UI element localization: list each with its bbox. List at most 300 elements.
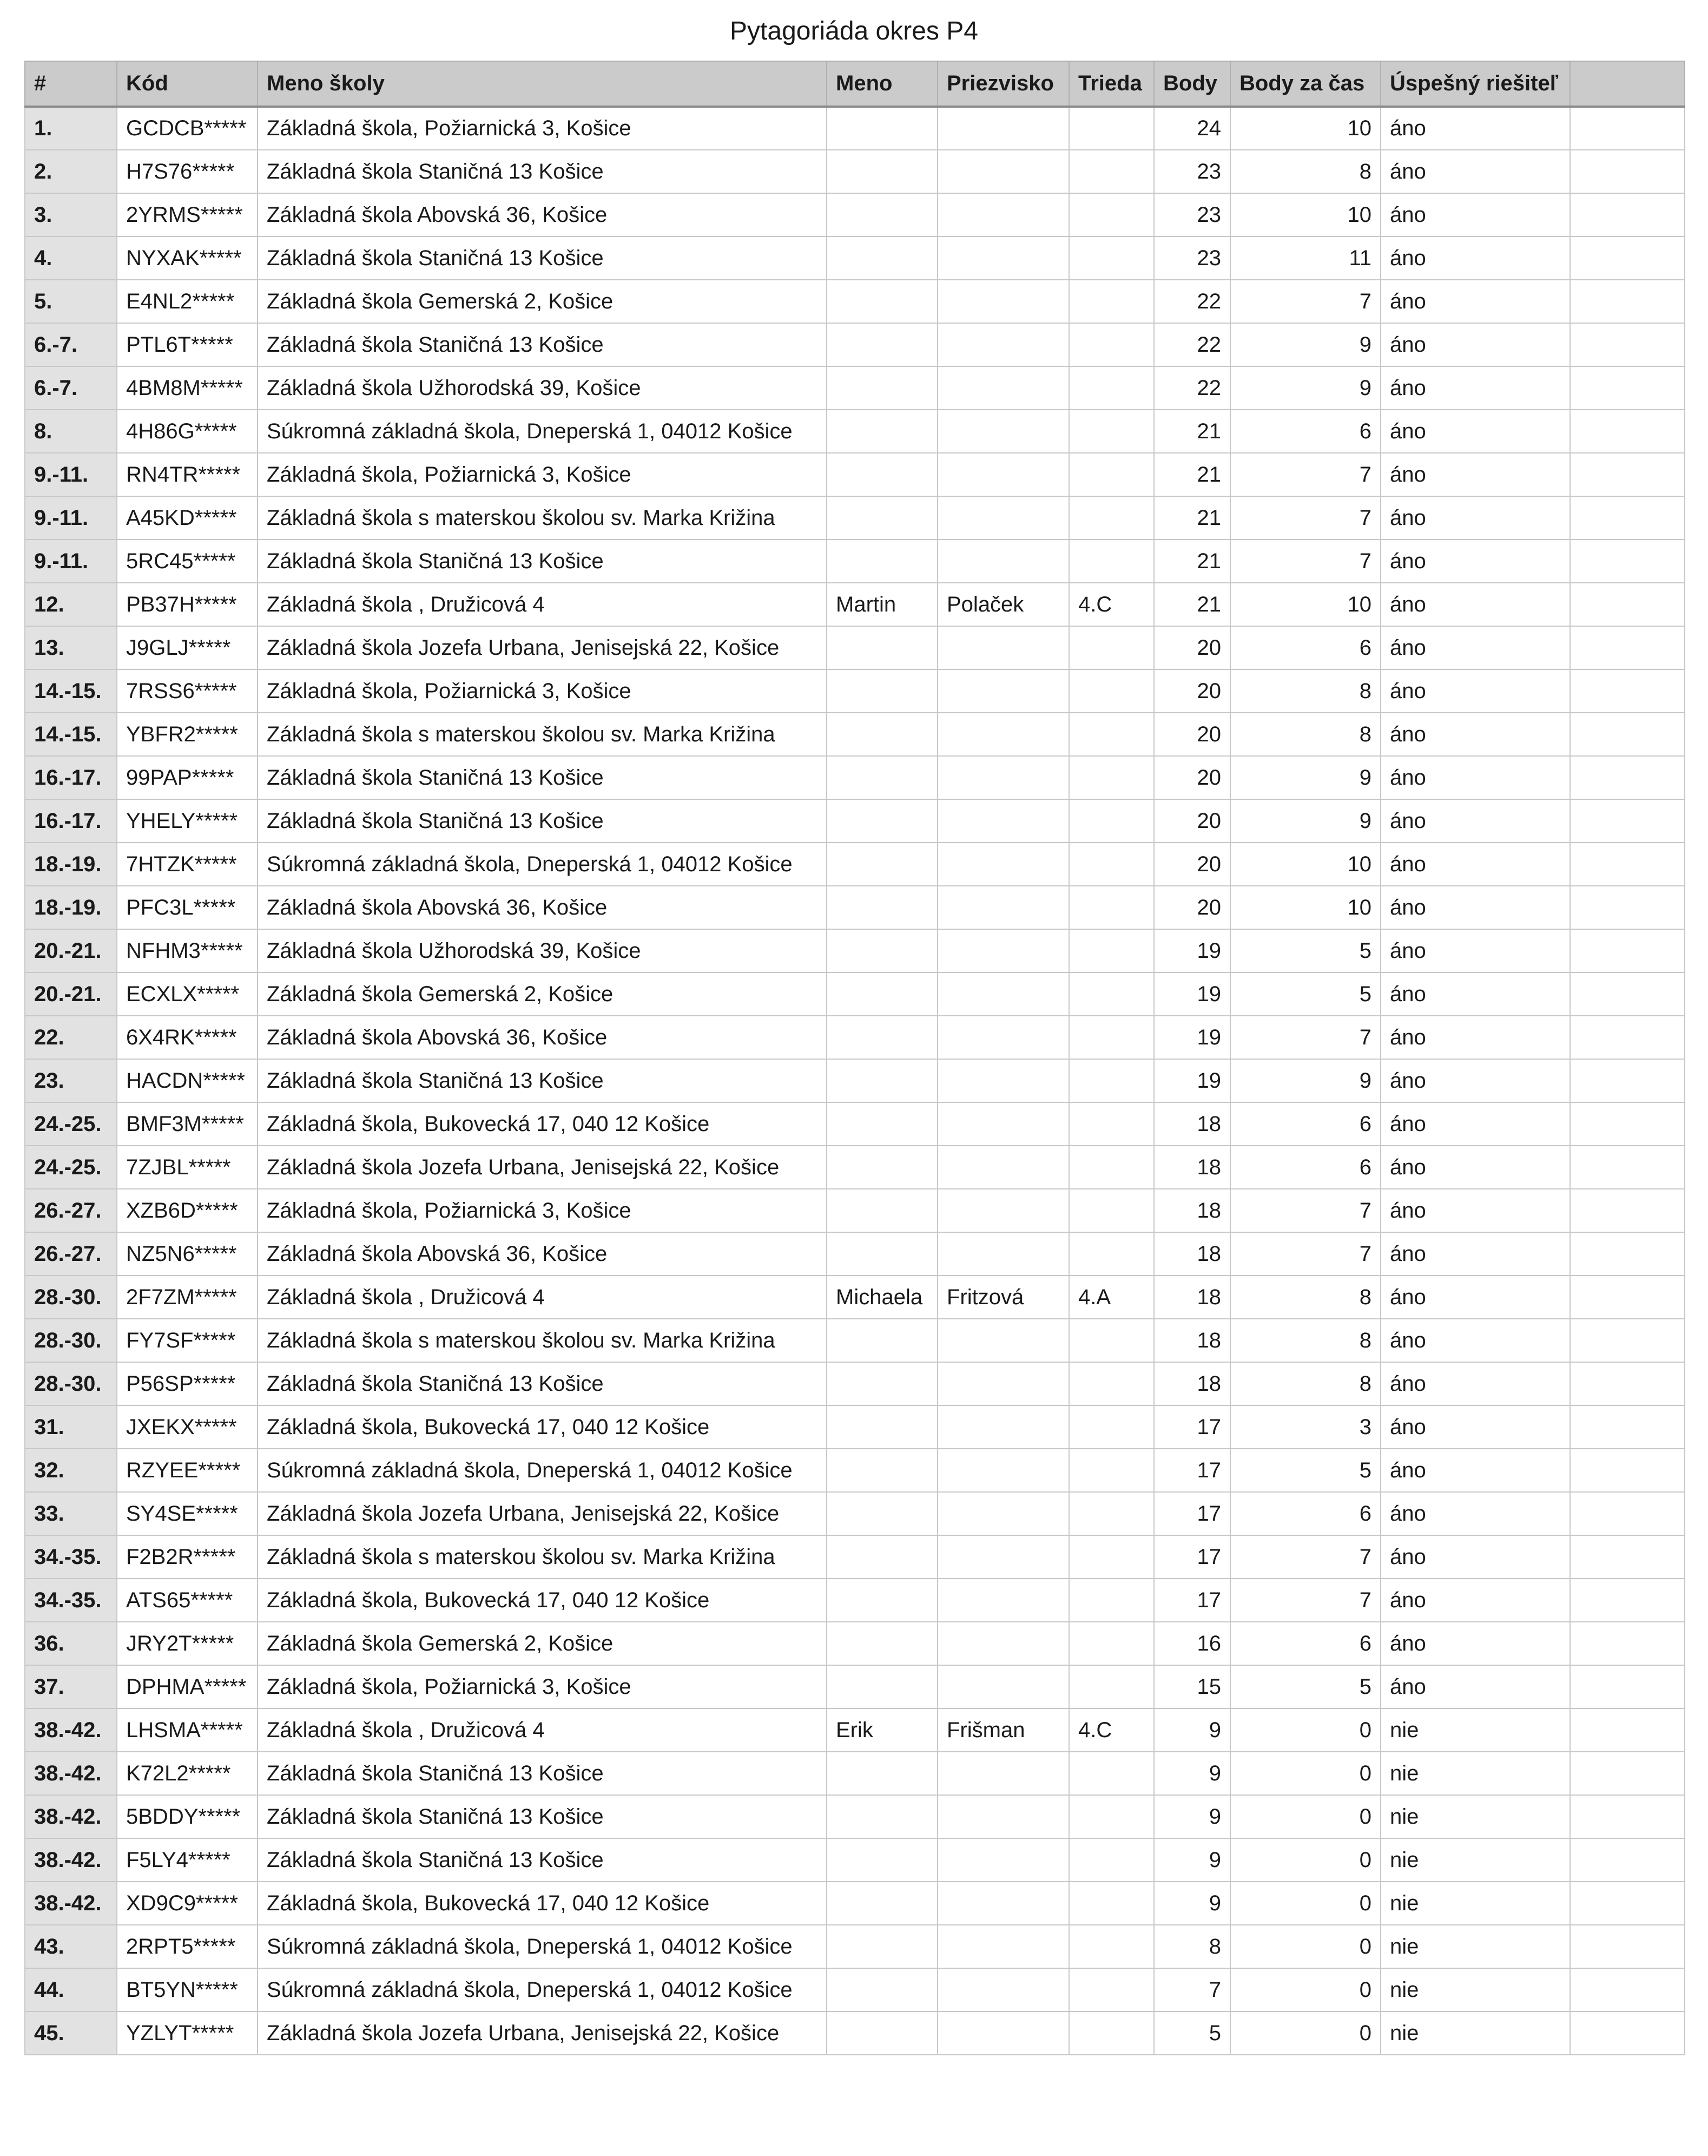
cell-empty	[1570, 1146, 1685, 1189]
cell-time-points: 10	[1230, 843, 1381, 886]
table-row	[25, 1492, 1685, 1535]
cell-successful: áno	[1381, 1276, 1570, 1319]
cell-school: Základná škola Staničná 13 Košice	[258, 540, 827, 583]
cell-class	[1069, 1102, 1154, 1146]
table-row	[25, 886, 1685, 929]
cell-class	[1069, 107, 1154, 150]
cell-last-name	[938, 1102, 1069, 1146]
cell-empty	[1570, 1189, 1685, 1232]
cell-last-name	[938, 1059, 1069, 1102]
cell-code: A45KD*****	[117, 496, 258, 540]
cell-empty	[1570, 843, 1685, 886]
cell-rank: 38.-42.	[25, 1708, 117, 1752]
cell-rank: 9.-11.	[25, 540, 117, 583]
table-row	[25, 1882, 1685, 1925]
cell-last-name	[938, 1362, 1069, 1405]
cell-school: Základná škola Staničná 13 Košice	[258, 756, 827, 799]
cell-points: 9	[1154, 1838, 1230, 1882]
cell-successful: nie	[1381, 1838, 1570, 1882]
cell-successful: áno	[1381, 669, 1570, 713]
cell-school: Základná škola Jozefa Urbana, Jenisejská 22, Košice	[258, 626, 827, 669]
cell-points: 22	[1154, 366, 1230, 410]
cell-empty	[1570, 1752, 1685, 1795]
header-points: Body	[1154, 61, 1230, 107]
cell-points: 15	[1154, 1665, 1230, 1708]
cell-class	[1069, 1882, 1154, 1925]
cell-successful: áno	[1381, 1665, 1570, 1708]
cell-school: Základná škola Užhorodská 39, Košice	[258, 929, 827, 972]
cell-rank: 14.-15.	[25, 713, 117, 756]
cell-rank: 16.-17.	[25, 756, 117, 799]
cell-successful: áno	[1381, 410, 1570, 453]
cell-first-name	[827, 972, 938, 1016]
cell-empty	[1570, 193, 1685, 236]
cell-time-points: 0	[1230, 1882, 1381, 1925]
cell-first-name	[827, 193, 938, 236]
cell-points: 24	[1154, 107, 1230, 150]
cell-school: Základná škola Gemerská 2, Košice	[258, 972, 827, 1016]
cell-rank: 31.	[25, 1405, 117, 1449]
table-row	[25, 843, 1685, 886]
cell-last-name	[938, 150, 1069, 193]
cell-points: 9	[1154, 1795, 1230, 1838]
cell-rank: 24.-25.	[25, 1146, 117, 1189]
table-row	[25, 799, 1685, 843]
cell-first-name	[827, 929, 938, 972]
cell-school: Základná škola Staničná 13 Košice	[258, 799, 827, 843]
cell-last-name	[938, 366, 1069, 410]
cell-points: 23	[1154, 236, 1230, 280]
cell-school: Základná škola s materskou školou sv. Marka Križina	[258, 1535, 827, 1579]
cell-time-points: 0	[1230, 1795, 1381, 1838]
table-row	[25, 626, 1685, 669]
cell-last-name	[938, 713, 1069, 756]
cell-class	[1069, 2012, 1154, 2055]
cell-successful: áno	[1381, 1405, 1570, 1449]
cell-last-name	[938, 1232, 1069, 1276]
cell-successful: áno	[1381, 1319, 1570, 1362]
cell-time-points: 8	[1230, 1319, 1381, 1362]
cell-empty	[1570, 496, 1685, 540]
cell-school: Základná škola Staničná 13 Košice	[258, 1059, 827, 1102]
cell-school: Základná škola Jozefa Urbana, Jenisejská 22, Košice	[258, 1146, 827, 1189]
cell-rank: 23.	[25, 1059, 117, 1102]
table-row	[25, 1189, 1685, 1232]
table-row	[25, 1016, 1685, 1059]
cell-points: 17	[1154, 1535, 1230, 1579]
cell-empty	[1570, 1925, 1685, 1968]
cell-school: Základná škola, Bukovecká 17, 040 12 Košice	[258, 1102, 827, 1146]
cell-time-points: 3	[1230, 1405, 1381, 1449]
cell-last-name	[938, 453, 1069, 496]
cell-code: F5LY4*****	[117, 1838, 258, 1882]
cell-rank: 13.	[25, 626, 117, 669]
cell-successful: áno	[1381, 236, 1570, 280]
table-row	[25, 1622, 1685, 1665]
cell-last-name	[938, 410, 1069, 453]
cell-code: F2B2R*****	[117, 1535, 258, 1579]
cell-time-points: 0	[1230, 2012, 1381, 2055]
table-row	[25, 669, 1685, 713]
cell-last-name	[938, 1838, 1069, 1882]
cell-successful: áno	[1381, 280, 1570, 323]
cell-code: 99PAP*****	[117, 756, 258, 799]
table-row	[25, 929, 1685, 972]
cell-successful: áno	[1381, 972, 1570, 1016]
cell-code: RN4TR*****	[117, 453, 258, 496]
results-table	[24, 61, 1685, 2055]
cell-last-name: Polaček	[938, 583, 1069, 626]
table-row	[25, 410, 1685, 453]
cell-first-name	[827, 1016, 938, 1059]
cell-code: PTL6T*****	[117, 323, 258, 366]
cell-first-name	[827, 1665, 938, 1708]
cell-empty	[1570, 1362, 1685, 1405]
cell-last-name	[938, 1795, 1069, 1838]
cell-time-points: 10	[1230, 886, 1381, 929]
cell-code: LHSMA*****	[117, 1708, 258, 1752]
cell-rank: 18.-19.	[25, 843, 117, 886]
cell-rank: 32.	[25, 1449, 117, 1492]
cell-successful: áno	[1381, 453, 1570, 496]
cell-last-name	[938, 323, 1069, 366]
cell-last-name	[938, 1925, 1069, 1968]
cell-points: 20	[1154, 713, 1230, 756]
header-rank: #	[25, 61, 117, 107]
cell-successful: áno	[1381, 1146, 1570, 1189]
cell-empty	[1570, 972, 1685, 1016]
cell-empty	[1570, 280, 1685, 323]
cell-code: J9GLJ*****	[117, 626, 258, 669]
cell-empty	[1570, 410, 1685, 453]
table-row	[25, 366, 1685, 410]
cell-successful: áno	[1381, 756, 1570, 799]
cell-successful: nie	[1381, 1795, 1570, 1838]
cell-first-name	[827, 1102, 938, 1146]
cell-code: YBFR2*****	[117, 713, 258, 756]
cell-first-name	[827, 540, 938, 583]
cell-successful: áno	[1381, 1232, 1570, 1276]
cell-school: Základná škola, Bukovecká 17, 040 12 Košice	[258, 1579, 827, 1622]
cell-successful: áno	[1381, 1535, 1570, 1579]
cell-last-name	[938, 236, 1069, 280]
cell-last-name	[938, 1319, 1069, 1362]
cell-first-name: Michaela	[827, 1276, 938, 1319]
cell-time-points: 7	[1230, 1016, 1381, 1059]
cell-code: ATS65*****	[117, 1579, 258, 1622]
cell-code: 5BDDY*****	[117, 1795, 258, 1838]
table-row	[25, 1059, 1685, 1102]
cell-time-points: 5	[1230, 1449, 1381, 1492]
cell-points: 20	[1154, 799, 1230, 843]
cell-time-points: 6	[1230, 1146, 1381, 1189]
cell-code: H7S76*****	[117, 150, 258, 193]
cell-last-name	[938, 1405, 1069, 1449]
cell-rank: 24.-25.	[25, 1102, 117, 1146]
cell-class	[1069, 366, 1154, 410]
cell-empty	[1570, 323, 1685, 366]
cell-time-points: 7	[1230, 540, 1381, 583]
cell-points: 16	[1154, 1622, 1230, 1665]
cell-first-name	[827, 1232, 938, 1276]
table-row	[25, 713, 1685, 756]
cell-time-points: 6	[1230, 1622, 1381, 1665]
cell-rank: 44.	[25, 1968, 117, 2012]
cell-first-name	[827, 626, 938, 669]
cell-last-name	[938, 1146, 1069, 1189]
cell-code: 4H86G*****	[117, 410, 258, 453]
cell-code: 2F7ZM*****	[117, 1276, 258, 1319]
cell-school: Základná škola s materskou školou sv. Marka Križina	[258, 496, 827, 540]
cell-rank: 4.	[25, 236, 117, 280]
cell-rank: 38.-42.	[25, 1795, 117, 1838]
cell-empty	[1570, 583, 1685, 626]
cell-rank: 18.-19.	[25, 886, 117, 929]
cell-class	[1069, 1449, 1154, 1492]
cell-school: Základná škola Abovská 36, Košice	[258, 193, 827, 236]
cell-class	[1069, 193, 1154, 236]
table-row	[25, 1146, 1685, 1189]
table-row	[25, 1405, 1685, 1449]
cell-class	[1069, 150, 1154, 193]
cell-first-name	[827, 107, 938, 150]
cell-first-name	[827, 2012, 938, 2055]
cell-class	[1069, 280, 1154, 323]
cell-class	[1069, 799, 1154, 843]
cell-school: Základná škola Abovská 36, Košice	[258, 886, 827, 929]
cell-class	[1069, 1189, 1154, 1232]
cell-code: DPHMA*****	[117, 1665, 258, 1708]
cell-class	[1069, 929, 1154, 972]
cell-points: 18	[1154, 1232, 1230, 1276]
cell-successful: nie	[1381, 1752, 1570, 1795]
cell-successful: áno	[1381, 1059, 1570, 1102]
header-empty	[1570, 61, 1685, 107]
cell-time-points: 7	[1230, 453, 1381, 496]
cell-points: 19	[1154, 1059, 1230, 1102]
table-row	[25, 1232, 1685, 1276]
cell-successful: áno	[1381, 1579, 1570, 1622]
header-class: Trieda	[1069, 61, 1154, 107]
cell-time-points: 9	[1230, 799, 1381, 843]
cell-successful: áno	[1381, 1449, 1570, 1492]
cell-time-points: 7	[1230, 496, 1381, 540]
cell-points: 19	[1154, 972, 1230, 1016]
cell-first-name	[827, 236, 938, 280]
cell-empty	[1570, 1795, 1685, 1838]
cell-successful: áno	[1381, 1362, 1570, 1405]
cell-empty	[1570, 626, 1685, 669]
cell-class	[1069, 496, 1154, 540]
cell-time-points: 8	[1230, 150, 1381, 193]
cell-first-name	[827, 1405, 938, 1449]
table-row	[25, 1752, 1685, 1795]
cell-last-name	[938, 1492, 1069, 1535]
table-row	[25, 1925, 1685, 1968]
cell-class	[1069, 1752, 1154, 1795]
table-row	[25, 1665, 1685, 1708]
cell-code: GCDCB*****	[117, 107, 258, 150]
cell-points: 22	[1154, 323, 1230, 366]
cell-school: Základná škola Staničná 13 Košice	[258, 236, 827, 280]
cell-code: E4NL2*****	[117, 280, 258, 323]
cell-empty	[1570, 1968, 1685, 2012]
cell-class	[1069, 1968, 1154, 2012]
cell-time-points: 6	[1230, 410, 1381, 453]
cell-last-name: Fritzová	[938, 1276, 1069, 1319]
cell-school: Základná škola Staničná 13 Košice	[258, 323, 827, 366]
cell-time-points: 5	[1230, 1665, 1381, 1708]
cell-rank: 26.-27.	[25, 1189, 117, 1232]
cell-last-name	[938, 1968, 1069, 2012]
cell-points: 9	[1154, 1708, 1230, 1752]
cell-class	[1069, 1232, 1154, 1276]
cell-points: 18	[1154, 1362, 1230, 1405]
cell-first-name	[827, 1579, 938, 1622]
cell-last-name	[938, 496, 1069, 540]
cell-class	[1069, 1795, 1154, 1838]
cell-school: Základná škola s materskou školou sv. Marka Križina	[258, 713, 827, 756]
cell-school: Súkromná základná škola, Dneperská 1, 04012 Košice	[258, 1925, 827, 1968]
cell-empty	[1570, 669, 1685, 713]
cell-time-points: 8	[1230, 713, 1381, 756]
cell-rank: 43.	[25, 1925, 117, 1968]
table-row	[25, 1276, 1685, 1319]
cell-class	[1069, 1146, 1154, 1189]
cell-successful: áno	[1381, 540, 1570, 583]
cell-school: Základná škola , Družicová 4	[258, 583, 827, 626]
cell-last-name	[938, 540, 1069, 583]
cell-points: 20	[1154, 886, 1230, 929]
table-row	[25, 193, 1685, 236]
cell-empty	[1570, 1579, 1685, 1622]
cell-points: 22	[1154, 280, 1230, 323]
cell-successful: áno	[1381, 1492, 1570, 1535]
table-row	[25, 756, 1685, 799]
cell-class	[1069, 843, 1154, 886]
cell-last-name	[938, 1535, 1069, 1579]
cell-first-name	[827, 366, 938, 410]
cell-class	[1069, 1925, 1154, 1968]
cell-first-name	[827, 1752, 938, 1795]
cell-points: 20	[1154, 843, 1230, 886]
cell-time-points: 9	[1230, 323, 1381, 366]
cell-points: 21	[1154, 583, 1230, 626]
cell-school: Základná škola, Požiarnická 3, Košice	[258, 1189, 827, 1232]
cell-empty	[1570, 1405, 1685, 1449]
cell-successful: áno	[1381, 843, 1570, 886]
cell-last-name	[938, 843, 1069, 886]
cell-first-name	[827, 496, 938, 540]
cell-code: BT5YN*****	[117, 1968, 258, 2012]
cell-first-name	[827, 1362, 938, 1405]
cell-rank: 2.	[25, 150, 117, 193]
cell-rank: 28.-30.	[25, 1319, 117, 1362]
cell-first-name	[827, 323, 938, 366]
cell-school: Základná škola Gemerská 2, Košice	[258, 1622, 827, 1665]
cell-empty	[1570, 1665, 1685, 1708]
cell-code: PFC3L*****	[117, 886, 258, 929]
cell-class	[1069, 669, 1154, 713]
cell-successful: áno	[1381, 107, 1570, 150]
cell-last-name	[938, 756, 1069, 799]
cell-class	[1069, 1016, 1154, 1059]
page-title: Pytagoriáda okres P4	[730, 17, 978, 45]
cell-school: Základná škola, Požiarnická 3, Košice	[258, 107, 827, 150]
cell-empty	[1570, 799, 1685, 843]
cell-last-name	[938, 193, 1069, 236]
cell-school: Základná škola , Družicová 4	[258, 1708, 827, 1752]
cell-first-name	[827, 713, 938, 756]
cell-school: Základná škola Gemerská 2, Košice	[258, 280, 827, 323]
cell-code: P56SP*****	[117, 1362, 258, 1405]
table-row	[25, 972, 1685, 1016]
table-row	[25, 2012, 1685, 2055]
cell-rank: 5.	[25, 280, 117, 323]
cell-rank: 38.-42.	[25, 1882, 117, 1925]
cell-time-points: 5	[1230, 972, 1381, 1016]
cell-time-points: 6	[1230, 1492, 1381, 1535]
cell-empty	[1570, 1276, 1685, 1319]
cell-points: 18	[1154, 1276, 1230, 1319]
cell-last-name	[938, 669, 1069, 713]
cell-time-points: 9	[1230, 756, 1381, 799]
cell-school: Základná škola, Požiarnická 3, Košice	[258, 453, 827, 496]
cell-successful: áno	[1381, 323, 1570, 366]
table-row	[25, 1795, 1685, 1838]
cell-empty	[1570, 1708, 1685, 1752]
cell-points: 5	[1154, 2012, 1230, 2055]
cell-points: 7	[1154, 1968, 1230, 2012]
cell-rank: 14.-15.	[25, 669, 117, 713]
cell-last-name	[938, 929, 1069, 972]
cell-rank: 36.	[25, 1622, 117, 1665]
cell-empty	[1570, 540, 1685, 583]
cell-empty	[1570, 1232, 1685, 1276]
cell-successful: nie	[1381, 1968, 1570, 2012]
header-successful: Úspešný riešiteľ	[1381, 61, 1570, 107]
cell-last-name	[938, 1016, 1069, 1059]
cell-class	[1069, 626, 1154, 669]
cell-successful: nie	[1381, 1708, 1570, 1752]
cell-time-points: 0	[1230, 1925, 1381, 1968]
cell-code: K72L2*****	[117, 1752, 258, 1795]
cell-last-name	[938, 107, 1069, 150]
cell-class	[1069, 1665, 1154, 1708]
table-row	[25, 453, 1685, 496]
cell-empty	[1570, 366, 1685, 410]
cell-first-name	[827, 799, 938, 843]
cell-time-points: 0	[1230, 1968, 1381, 2012]
cell-time-points: 7	[1230, 280, 1381, 323]
cell-class	[1069, 323, 1154, 366]
cell-rank: 22.	[25, 1016, 117, 1059]
cell-rank: 38.-42.	[25, 1752, 117, 1795]
cell-rank: 34.-35.	[25, 1535, 117, 1579]
cell-first-name	[827, 1882, 938, 1925]
cell-empty	[1570, 2012, 1685, 2055]
cell-successful: áno	[1381, 713, 1570, 756]
cell-first-name	[827, 843, 938, 886]
cell-first-name: Erik	[827, 1708, 938, 1752]
cell-empty	[1570, 929, 1685, 972]
cell-time-points: 8	[1230, 1362, 1381, 1405]
cell-time-points: 0	[1230, 1752, 1381, 1795]
cell-code: 5RC45*****	[117, 540, 258, 583]
cell-last-name	[938, 1622, 1069, 1665]
table-row	[25, 1968, 1685, 2012]
cell-first-name	[827, 1838, 938, 1882]
